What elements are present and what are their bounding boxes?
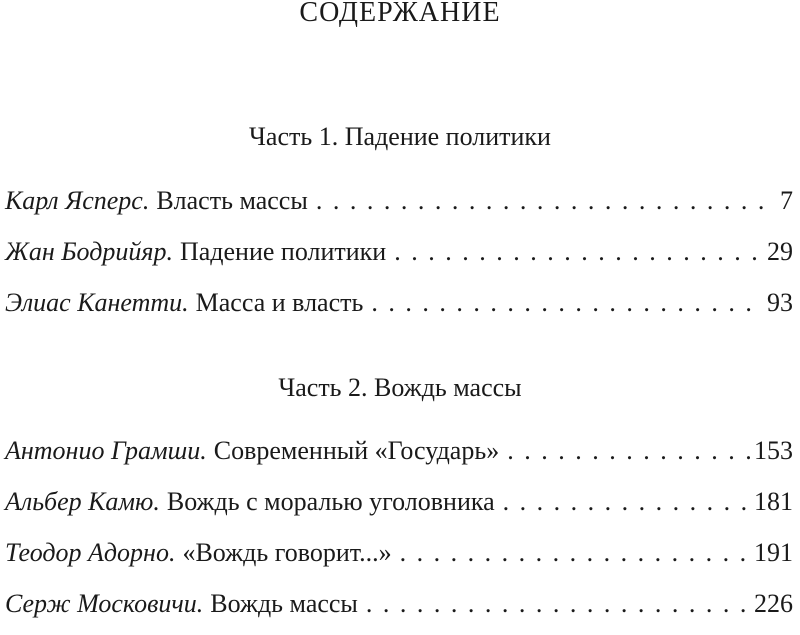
entry-author: Элиас Канетти. <box>5 288 189 317</box>
entry-page-number: 191 <box>754 538 793 567</box>
entry-work: Падение политики <box>179 237 387 266</box>
toc-entry <box>5 431 793 482</box>
dot-leader <box>316 181 776 221</box>
entry-author: Серж Московичи. <box>5 589 204 618</box>
dot-leader <box>371 283 763 323</box>
entry-author: Антонио Грамши. <box>5 436 207 465</box>
part-heading: Часть 2. Вождь массы <box>278 373 522 402</box>
toc-list <box>5 181 793 334</box>
entry-work: Современный «Государь» <box>213 436 500 465</box>
toc-entry <box>5 533 793 584</box>
toc-entry <box>5 584 793 635</box>
toc-entry <box>5 482 793 533</box>
toc-title: СОДЕРЖАНИЕ <box>299 0 501 28</box>
dot-leader <box>394 232 763 272</box>
dot-leader <box>503 482 750 522</box>
entry-page-number: 93 <box>767 288 793 317</box>
entry-author: Карл Ясперс. <box>5 186 150 215</box>
dot-leader <box>507 431 750 471</box>
entry-page-number: 153 <box>754 436 793 465</box>
toc-entry <box>5 232 793 283</box>
toc-entry <box>5 283 793 334</box>
entry-page-number: 29 <box>767 237 793 266</box>
part-heading: Часть 1. Падение политики <box>249 122 551 151</box>
toc-list <box>5 431 793 635</box>
entry-work: Вождь с моралью уголовника <box>166 487 495 516</box>
entry-author: Теодор Адорно. <box>5 538 176 567</box>
entry-author: Жан Бодрийяр. <box>5 237 173 266</box>
dot-leader <box>400 533 750 573</box>
entry-work: Вождь массы <box>210 589 358 618</box>
entry-work: Масса и власть <box>195 288 364 317</box>
dot-leader <box>366 584 750 624</box>
entry-work: Власть массы <box>156 186 308 215</box>
entry-work: «Вождь говорит...» <box>182 538 392 567</box>
toc-entry <box>5 181 793 232</box>
entry-author: Альбер Камю. <box>5 487 160 516</box>
entry-page-number: 7 <box>780 186 793 215</box>
entry-page-number: 181 <box>754 487 793 516</box>
entry-page-number: 226 <box>754 589 793 618</box>
